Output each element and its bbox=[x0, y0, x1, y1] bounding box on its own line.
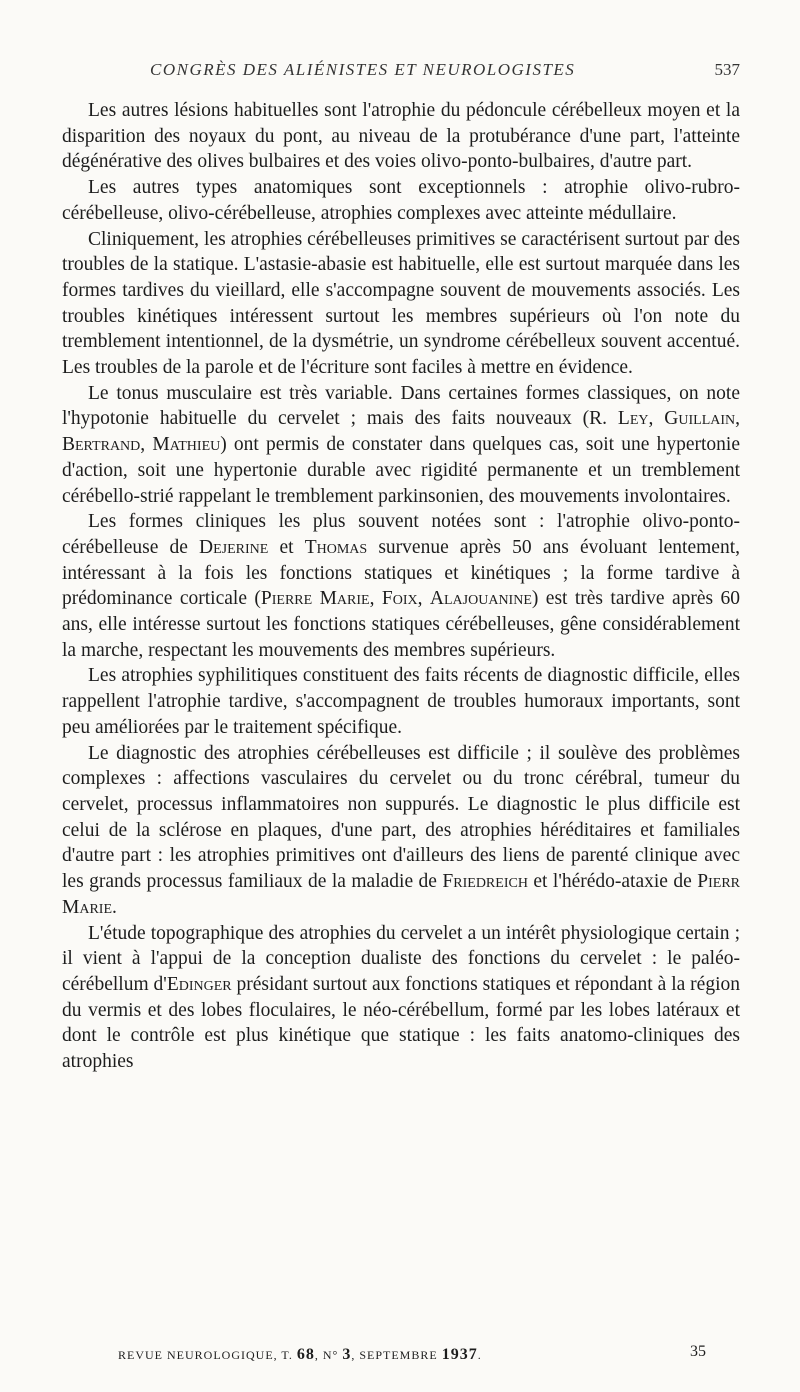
author-name: Edinger bbox=[166, 973, 232, 995]
paragraph-3: Cliniquement, les atrophies cérébelleuses primitives se caractérisent surtout par des troubles de la statique. L'astasie-abasie est habituelle, elle est surtout marquée dans les formes tardives du vieillard, elle s'accompagne souvent de mouvements associés. Les troubles kinétiques intéressent surtout les membres supérieurs où l'on note du tremblement intentionnel, de la dysmétrie, un syndrome cérébelleux souvent accentué. Les troubles de la parole et de l'écriture sont faciles à mettre en évidence. bbox=[62, 228, 740, 379]
author-name: Thomas bbox=[304, 536, 368, 558]
running-title: CONGRÈS DES ALIÉNISTES ET NEUROLOGISTES bbox=[150, 60, 576, 79]
author-name: R. Ley bbox=[589, 408, 649, 430]
text-run: Le tonus musculaire est très variable. Dans certaines formes classiques, on note l'hypotonie habituelle du cervelet ; mais des faits nouveaux ( bbox=[62, 382, 740, 430]
journal-text: . bbox=[477, 1348, 482, 1362]
text-run: ) est très tardive après 60 ans, elle intéresse surtout les fonctions statiques cérébelleuses, gêne considérablement la marche, respectant les mouvements des membres supérieurs. bbox=[62, 588, 741, 661]
body-text bbox=[62, 98, 740, 1075]
text-run: , bbox=[369, 588, 382, 610]
paragraph-1: Les autres lésions habituelles sont l'atrophie du pédoncule cérébelleux moyen et la disparition des noyaux du pont, au niveau de la protubérance d'une part, l'atteinte dégénérative des olives bulbaires et des voies olivo-ponto-bulbaires, d'autre part. bbox=[62, 100, 740, 173]
text-run: , bbox=[735, 408, 741, 430]
text-run: Le diagnostic des atrophies cérébelleuses est difficile ; il soulève des problèmes complexes : affections vasculaires du cervelet ou du tronc cérébral, tumeur du cervelet, processus inflammatoires non suppurés. Le diagnostic le plus difficile est celui de la sclérose en plaques, d'une part, des atrophies héréditaires et familiales d'autre part : les atrophies primitives ont d'ailleurs des liens de parenté clinique avec les grands processus familiaux de la maladie de bbox=[62, 742, 740, 893]
text-run: Les formes cliniques les plus souvent notées sont : l'atrophie olivo-ponto-cérébelleuse de bbox=[62, 511, 740, 558]
page-footer bbox=[118, 1343, 706, 1364]
text-run: et l'hérédo-ataxie de bbox=[527, 871, 698, 893]
text-run: L'étude topographique des atrophies du cervelet a un intérêt physiologique certain ; il vient à l'appui de la conception dualiste des fonctions du cervelet : le paléo-cérébellum d' bbox=[62, 922, 740, 995]
journal-text: , SEPTEMBRE bbox=[351, 1348, 438, 1362]
text-run: présidant surtout aux fonctions statiques et répondant à la région du vermis et des lobes floculaires, le néo-cérébellum, formé par les lobes latéraux et dont le contrôle est plus kinétique que statique : les faits anatomo-cliniques des atrophies bbox=[62, 973, 741, 1073]
paragraph-5 bbox=[62, 509, 740, 663]
text-run: survenue après 50 ans évoluant lentement, intéressant à la fois les fonctions statiques et kinétiques ; la forme tardive à prédominance corticale ( bbox=[62, 536, 741, 610]
signature-mark: 35 bbox=[690, 1343, 706, 1360]
text-run: ) ont permis de constater dans quelques cas, soit une hypertonie d'action, soit une hypertonie durable avec rigidité permanente et un tremblement cérébello-strié rappelant le tremblement parkinsonien, des mouvements involontaires. bbox=[62, 434, 741, 507]
paragraph-7 bbox=[62, 741, 740, 921]
paragraph-6: Les atrophies syphilitiques constituent des faits récents de diagnostic difficile, elles rappellent l'atrophie tardive, s'accompagnent de troubles humoraux importants, sont peu améliorées par le traitement spécifique. bbox=[62, 665, 740, 738]
journal-reference bbox=[118, 1348, 482, 1362]
journal-text: , N° bbox=[314, 1348, 339, 1362]
paragraph-4 bbox=[62, 381, 740, 510]
author-name: Alajouanine bbox=[429, 588, 532, 610]
author-name: Bertrand bbox=[62, 434, 141, 456]
author-name: Friedreich bbox=[442, 871, 528, 893]
text-run: . bbox=[112, 896, 117, 918]
text-run: et bbox=[268, 536, 305, 558]
running-header bbox=[110, 60, 740, 86]
paragraph-8 bbox=[62, 921, 740, 1075]
volume-number: 68 bbox=[296, 1346, 315, 1363]
text-run: , bbox=[417, 588, 430, 610]
text-run: , bbox=[140, 434, 153, 456]
issue-number: 3 bbox=[342, 1346, 352, 1363]
author-name: Foix bbox=[381, 588, 418, 610]
author-name: Pierre Marie bbox=[260, 588, 370, 610]
paragraph-2: Les autres types anatomiques sont exceptionnels : atrophie olivo-rubro-cérébelleuse, olivo-cérébelleuse, atrophies complexes avec atteinte médullaire. bbox=[62, 177, 740, 224]
journal-text: REVUE NEUROLOGIQUE, T. bbox=[118, 1348, 293, 1362]
page-number: 537 bbox=[714, 60, 740, 79]
author-name: Pierr Marie bbox=[62, 871, 741, 918]
text-run: , bbox=[648, 408, 665, 430]
author-name: Mathieu bbox=[152, 434, 221, 456]
year: 1937 bbox=[441, 1346, 478, 1363]
author-name: Guillain bbox=[664, 408, 736, 430]
author-name: Dejerine bbox=[199, 536, 269, 558]
